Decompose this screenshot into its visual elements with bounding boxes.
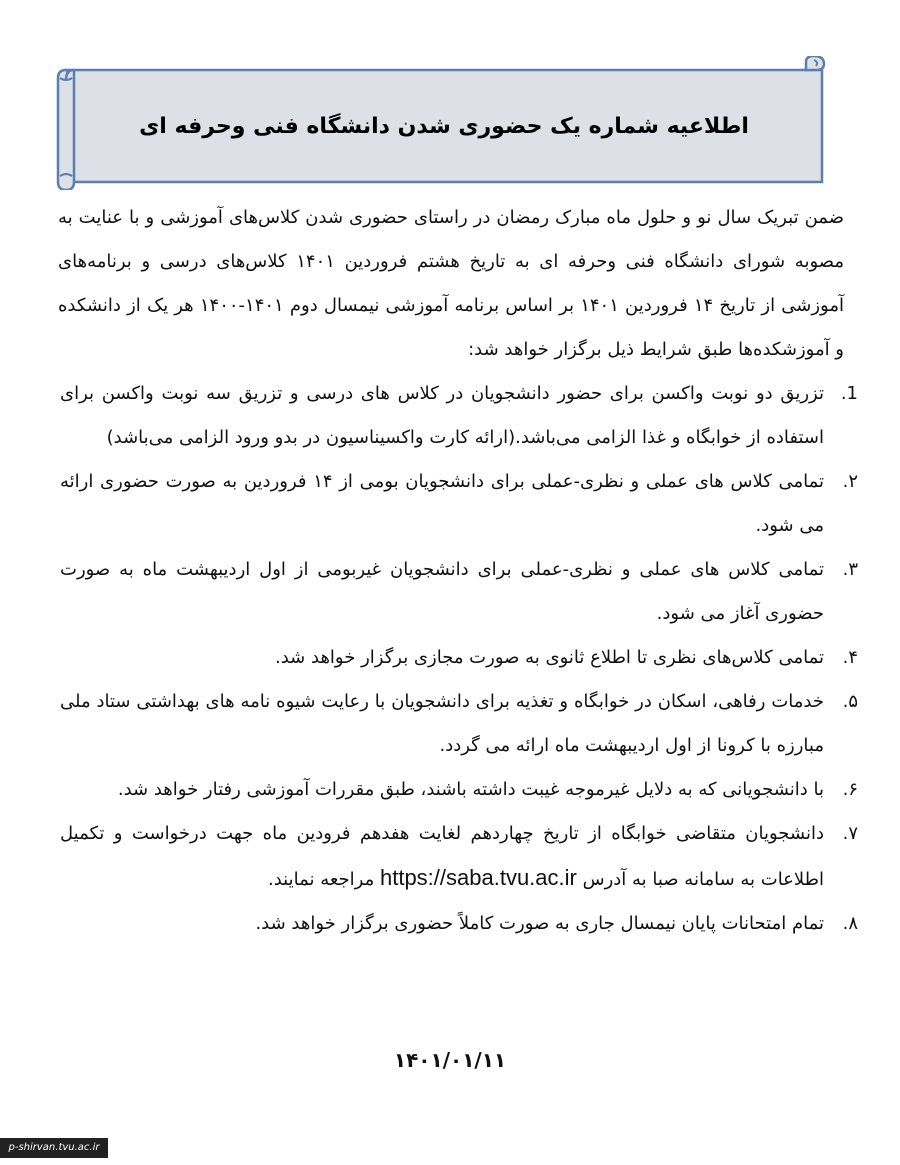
item-text: تمامی کلاس‌های نظری تا اطلاع ثانوی به صورت مجازی برگزار خواهد شد. — [275, 647, 824, 668]
list-item-1 — [60, 372, 858, 460]
item-number: .۳ — [842, 559, 858, 580]
list-item-5 — [60, 680, 858, 768]
item-text: تمامی کلاس های عملی و نظری-عملی برای دانشجویان بومی از ۱۴ فروردین به صورت حضوری ارائه می شود. — [60, 471, 825, 536]
list-item-8 — [60, 902, 858, 946]
item-number: .۴ — [842, 647, 858, 668]
item-number: .۷ — [842, 823, 858, 844]
item-number: .1 — [840, 383, 858, 404]
item-number: .۸ — [842, 913, 858, 934]
announcement-banner — [56, 56, 832, 190]
conditions-list — [60, 372, 858, 946]
announcement-date: ۱۴۰۱/۰۱/۱۱ — [393, 1048, 507, 1072]
list-item-6 — [60, 768, 858, 812]
item-text: تزریق دو نوبت واکسن برای حضور دانشجویان در کلاس های درسی و تزریق سه نوبت واکسن برای استفاده از خوابگاه و غذا الزامی می‌باشد.(ارائه کارت واکسیناسیون در بدو ورود الزامی می‌باشد) — [60, 383, 824, 448]
item-number: .۶ — [842, 779, 858, 800]
saba-url-link[interactable]: https://saba.tvu.ac.ir — [379, 865, 577, 890]
item-text: تمامی کلاس های عملی و نظری-عملی برای دانشجویان غیربومی از اول اردیبهشت ماه به صورت حضوری آغاز می شود. — [60, 559, 824, 624]
item-text: تمام امتحانات پایان نیمسال جاری به صورت کاملاً حضوری برگزار خواهد شد. — [255, 913, 824, 934]
item-text-after: مراجعه نمایند. — [267, 869, 375, 890]
item-text: دانشجویان متقاضی خوابگاه از تاریخ چهاردهم لغایت هفدهم فرودین ماه جهت درخواست و تکمیل اطلاعات به سامانه صبا به آدرس — [60, 823, 824, 890]
item-number: .۵ — [842, 691, 858, 712]
list-item-4 — [60, 636, 858, 680]
banner-title: اطلاعیه شماره یک حضوری شدن دانشگاه فنی وحرفه ای — [139, 114, 749, 139]
item-text: خدمات رفاهی، اسکان در خوابگاه و تغذیه برای دانشجویان با رعایت شیوه نامه های بهداشتی ستاد ملی مبارزه با کرونا از اول اردیبهشت ماه ارائه می گردد. — [60, 691, 824, 756]
list-item-2 — [60, 460, 858, 548]
item-text: با دانشجویانی که به دلایل غیرموجه غیبت داشته باشند، طبق مقررات آموزشی رفتار خواهد شد. — [117, 779, 824, 800]
list-item-3 — [60, 548, 858, 636]
item-number: .۲ — [842, 471, 858, 492]
intro-paragraph: ضمن تبریک سال نو و حلول ماه مبارک رمضان در راستای حضوری شدن کلاس‌های آموزشی و با عنایت به مصوبه شورای دانشگاه فنی وحرفه ای به تاریخ هشتم فروردین ۱۴۰۱ کلاس‌های درسی و برنامه‌های آموزشی از تاریخ ۱۴ فروردین ۱۴۰۱ بر اساس برنامه آموزشی نیمسال دوم ۱۴۰۱-۱۴۰۰ هر یک از دانشکده و آموزشکده‌ها طبق شرایط ذیل برگزار خواهد شد: — [58, 207, 845, 360]
footer-site-tag: p-shirvan.tvu.ac.ir — [0, 1138, 108, 1158]
list-item-7 — [60, 812, 858, 902]
